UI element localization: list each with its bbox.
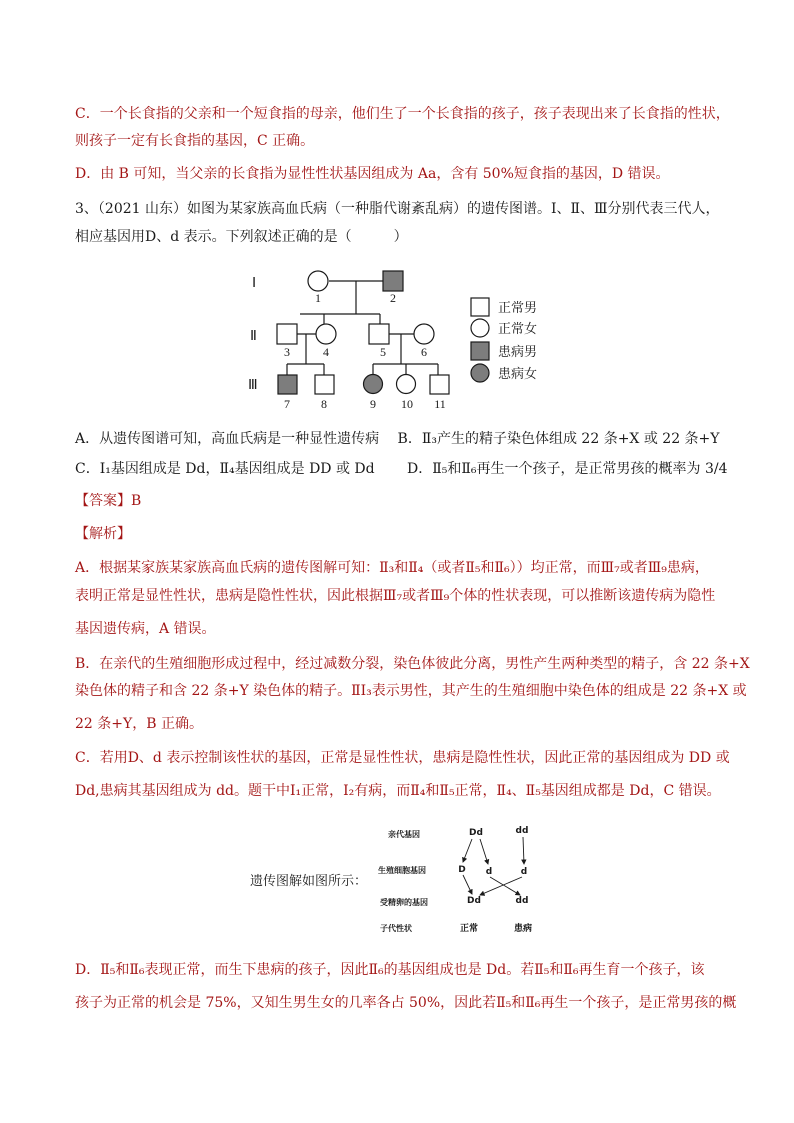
text-line-d-text1: D．由 B 可知，当父亲的长食指为显性性状基因组成为 Aa，含有 50%短食指的基因，D 错误。 [75,166,670,182]
legend-normal-female: 正常女 [498,322,538,337]
gen-label-3: Ⅲ [248,378,258,393]
gen-label-1: Ⅰ [252,276,257,291]
diagram-intro: 遗传图解如图所示： [250,874,368,889]
num-6: 6 [421,345,427,359]
phenotype-affected: 患病 [513,924,533,934]
num-3: 3 [284,345,290,359]
num-9: 9 [370,397,376,411]
individual-2 [383,271,403,291]
num-4: 4 [323,345,329,359]
text-line-b1: B．在亲代的生殖细胞形成过程中，经过减数分裂，染色体彼此分离，男性产生两种类型的精子，含 22 条+X [75,656,750,672]
legend-normal-female-icon [471,319,489,337]
legend-affected-female-icon [471,364,489,382]
text-line-q3-text2: 相应基因用D、d 表示。下列叙述正确的是（ ） [75,229,408,245]
text-line-c-text1: C．一个长食指的父亲和一个短食指的母亲，他们生了一个长食指的孩子，孩子表现出来了长食指的性状， [75,106,730,122]
num-11: 11 [434,397,446,411]
gamete-D: D [458,865,466,875]
text-line-q3-text1: 3、（2021 山东）如图为某家族高血氏病（一种脂代谢紊乱病）的遗传图谱。Ⅰ、Ⅱ、Ⅲ分别代表三代人， [75,201,720,217]
text-line-b3: 22 条+Y，B 正确。 [75,716,203,732]
gen-label-2: Ⅱ [250,329,257,344]
text-line-c-text2: 则孩子一定有长食指的基因，C 正确。 [75,133,315,149]
row-label-zygote: 受精卵的基因 [380,898,428,907]
text-line-c2: Dd,患病其基因组成为 dd。题干中Ⅰ₁正常，Ⅰ₂有病，而Ⅱ₄和Ⅱ₅正常，Ⅱ₄、Ⅱ₅基因组成都是 Dd，C 错误。 [75,783,721,799]
text-line-optA-B: A．从遗传图谱可知，高血氏病是一种显性遗传病 B．Ⅱ₃产生的精子染色体组成 22 条+X 或 22 条+Y [75,431,720,447]
text-line-optC-D: C．Ⅰ₁基因组成是 Dd，Ⅱ₄基因组成是 DD 或 Dd D．Ⅱ₅和Ⅱ₆再生一个孩子，是正常男孩的概率为 3/4 [75,461,728,477]
row-label-gamete: 生殖细胞基因 [378,866,426,875]
individual-6 [414,324,434,344]
individual-10 [397,375,416,394]
individual-4 [316,324,336,344]
text-line-a1: A．根据某家族某家族高血氏病的遗传图解可知：Ⅱ₃和Ⅱ₄（或者Ⅱ₅和Ⅱ₆））均正常，而Ⅲ₇或者Ⅲ₉患病， [75,560,709,576]
row-label-offspring: 子代性状 [380,924,412,933]
individual-9 [364,375,383,394]
num-1: 1 [315,291,321,305]
individual-3 [277,324,297,344]
individual-1 [308,271,328,291]
parent-left: Dd [469,828,483,838]
num-5: 5 [380,345,386,359]
individual-5 [369,324,389,344]
legend-normal-male: 正常男 [498,301,538,316]
text-line-b2: 染色体的精子和含 22 条+Y 染色体的精子。ⅡⅠ₃表示男性，其产生的生殖细胞中染色体的组成是 22 条+X 或 [75,683,747,699]
zygote-dd: dd [515,896,529,906]
num-8: 8 [321,397,327,411]
phenotype-normal: 正常 [459,924,479,934]
num-10: 10 [401,397,413,411]
individual-7 [278,375,297,394]
individual-11 [430,375,449,394]
pedigree-chart [240,262,560,417]
zygote-Dd: Dd [467,896,481,906]
legend-normal-male-icon [471,298,489,316]
gamete-d1: d [485,867,493,877]
num-7: 7 [284,397,290,411]
text-line-analysis: 【解析】 [75,526,131,542]
text-line-answer: 【答案】B [75,493,142,509]
legend-affected-female: 患病女 [498,367,538,382]
genetic-diagram [240,818,560,938]
text-line-d2: 孩子为正常的机会是 75%，又知生男生女的几率各占 50%，因此若Ⅱ₅和Ⅱ₆再生一个孩子，是正常男孩的概 [75,995,737,1011]
parent-right: dd [515,826,529,836]
legend-affected-male-icon [471,342,489,360]
individual-8 [315,375,334,394]
gamete-d2: d [520,867,528,877]
text-line-d1: D．Ⅱ₅和Ⅱ₆表现正常，而生下患病的孩子，因此Ⅱ₆的基因组成也是 Dd。若Ⅱ₅和Ⅱ₆再生育一个孩子，该 [75,962,705,978]
text-line-c1: C．若用D、d 表示控制该性状的基因，正常是显性性状，患病是隐性性状，因此正常的基因组成为 DD 或 [75,750,730,766]
num-2: 2 [390,291,396,305]
text-line-a2: 表明正常是显性性状，患病是隐性性状，因此根据Ⅲ₇或者Ⅲ₉个体的性状表现，可以推断该遗传病为隐性 [75,588,716,604]
text-line-a3: 基因遗传病，A 错误。 [75,621,216,637]
legend-affected-male: 患病男 [498,345,538,360]
row-label-parent: 亲代基因 [388,830,420,839]
